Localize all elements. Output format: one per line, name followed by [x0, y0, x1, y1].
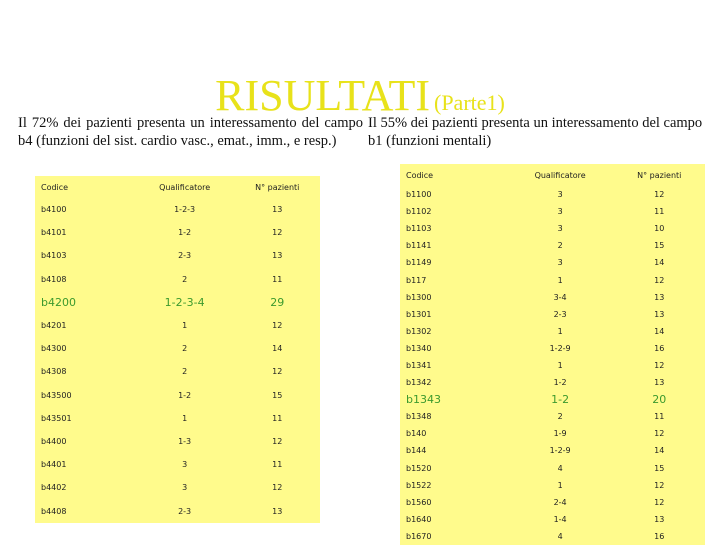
- caption-left: Il 72% dei pazienti presenta un interessamento del campo b4 (funzioni del sist. cardio vasc., emat., imm., e resp.): [18, 115, 363, 149]
- cell-n-pazienti: 12: [272, 228, 283, 238]
- cell-qualificatore: 1-2-3: [174, 205, 196, 215]
- cell-qualificatore: 2: [182, 367, 188, 377]
- b1-results-table: [400, 164, 705, 545]
- cell-qualificatore: 3-4: [553, 292, 567, 302]
- table-row: [400, 425, 705, 442]
- cell-qualificatore: 2-3: [178, 506, 192, 516]
- table-row: [35, 430, 320, 453]
- cell-n-pazienti: 14: [654, 258, 665, 268]
- table-row: [400, 528, 705, 545]
- table-row: [400, 442, 705, 459]
- cell-n-pazienti: 14: [654, 446, 665, 456]
- cell-codice: b4400: [41, 436, 67, 446]
- cell-codice: b4100: [41, 205, 67, 215]
- header-n-pazienti: N° pazienti: [637, 170, 682, 180]
- table-row: [400, 306, 705, 323]
- cell-qualificatore: 2-4: [553, 497, 567, 507]
- table-row: [400, 391, 705, 408]
- cell-qualificatore: 4: [557, 531, 563, 541]
- cell-qualificatore: 1-2: [553, 378, 567, 388]
- cell-n-pazienti: 13: [272, 251, 283, 261]
- table-row: [400, 323, 705, 340]
- table-row: [35, 499, 320, 522]
- cell-codice: b4108: [41, 274, 67, 284]
- cell-qualificatore: 1: [182, 413, 188, 423]
- table-row: [400, 374, 705, 391]
- cell-n-pazienti: 13: [272, 506, 283, 516]
- table-row: [35, 291, 320, 314]
- table-row: [400, 254, 705, 271]
- cell-n-pazienti: 11: [272, 460, 283, 470]
- cell-n-pazienti: 29: [270, 295, 285, 309]
- table-row: [400, 203, 705, 220]
- cell-codice: b1522: [406, 480, 432, 490]
- cell-n-pazienti: 15: [654, 463, 665, 473]
- cell-qualificatore: 1: [182, 321, 188, 331]
- cell-n-pazienti: 13: [654, 514, 665, 524]
- table-row: [400, 340, 705, 357]
- table-row: [35, 221, 320, 244]
- cell-codice: b1560: [406, 497, 432, 507]
- cell-n-pazienti: 11: [272, 413, 283, 423]
- table-header-row: [35, 176, 320, 198]
- cell-qualificatore: 2: [182, 274, 188, 284]
- cell-codice: b1520: [406, 463, 432, 473]
- cell-qualificatore: 2: [557, 412, 563, 422]
- cell-qualificatore: 3: [182, 460, 188, 470]
- header-qualificatore: Qualificatore: [159, 182, 211, 192]
- cell-codice: b43500: [41, 390, 72, 400]
- table-row: [35, 453, 320, 476]
- cell-qualificatore: 1: [557, 360, 563, 370]
- table-row: [400, 477, 705, 494]
- table-header-row: [400, 164, 705, 186]
- cell-codice: b4101: [41, 228, 67, 238]
- cell-qualificatore: 2-3: [178, 251, 192, 261]
- cell-codice: b117: [406, 275, 427, 285]
- table-row: [400, 186, 705, 203]
- cell-n-pazienti: 11: [654, 207, 665, 217]
- header-codice: Codice: [406, 170, 434, 180]
- table-row: [400, 460, 705, 477]
- cell-qualificatore: 2-3: [553, 309, 567, 319]
- header-n-pazienti: N° pazienti: [255, 182, 300, 192]
- cell-qualificatore: 3: [182, 483, 188, 493]
- cell-codice: b1301: [406, 309, 432, 319]
- cell-n-pazienti: 12: [654, 190, 665, 200]
- cell-qualificatore: 1: [557, 275, 563, 285]
- table-row: [400, 220, 705, 237]
- header-codice: Codice: [41, 182, 69, 192]
- cell-qualificatore: 1-2: [551, 393, 570, 407]
- cell-n-pazienti: 12: [272, 321, 283, 331]
- cell-qualificatore: 1-2: [178, 228, 192, 238]
- cell-qualificatore: 1-2-3-4: [164, 295, 205, 309]
- cell-n-pazienti: 12: [654, 480, 665, 490]
- cell-qualificatore: 3: [557, 190, 563, 200]
- cell-n-pazienti: 15: [272, 390, 283, 400]
- cell-codice: b1302: [406, 326, 432, 336]
- table-row: [35, 476, 320, 499]
- table-row: [35, 314, 320, 337]
- cell-codice: b1103: [406, 224, 432, 234]
- cell-codice: b43501: [41, 413, 72, 423]
- cell-n-pazienti: 13: [654, 292, 665, 302]
- cell-codice: b1640: [406, 514, 432, 524]
- table-row: [400, 494, 705, 511]
- table-row: [400, 271, 705, 288]
- cell-qualificatore: 1-2-9: [549, 343, 571, 353]
- cell-codice: b4200: [41, 295, 76, 309]
- cell-n-pazienti: 11: [272, 274, 283, 284]
- cell-qualificatore: 1-4: [553, 514, 567, 524]
- cell-qualificatore: 1-2-9: [549, 446, 571, 456]
- cell-codice: b1343: [406, 393, 441, 407]
- cell-codice: b1141: [406, 241, 432, 251]
- table-row: [35, 360, 320, 383]
- table-row: [35, 244, 320, 267]
- cell-n-pazienti: 12: [654, 429, 665, 439]
- cell-codice: b4402: [41, 483, 67, 493]
- cell-qualificatore: 2: [182, 344, 188, 354]
- cell-n-pazienti: 12: [654, 497, 665, 507]
- cell-codice: b4300: [41, 344, 67, 354]
- cell-n-pazienti: 12: [272, 367, 283, 377]
- table-row: [35, 407, 320, 430]
- cell-n-pazienti: 14: [654, 326, 665, 336]
- page-title: [0, 71, 720, 120]
- cell-codice: b4408: [41, 506, 67, 516]
- b1-table-body: [400, 186, 705, 545]
- cell-n-pazienti: 11: [654, 412, 665, 422]
- table-row: [35, 198, 320, 221]
- cell-codice: b1340: [406, 343, 432, 353]
- cell-codice: b1149: [406, 258, 432, 268]
- cell-n-pazienti: 12: [654, 275, 665, 285]
- cell-qualificatore: 1: [557, 480, 563, 490]
- cell-codice: b1100: [406, 190, 432, 200]
- table-row: [35, 384, 320, 407]
- cell-codice: b4201: [41, 321, 67, 331]
- cell-n-pazienti: 12: [272, 483, 283, 493]
- table-row: [35, 268, 320, 291]
- table-row: [400, 237, 705, 254]
- cell-qualificatore: 2: [557, 241, 563, 251]
- cell-n-pazienti: 10: [654, 224, 665, 234]
- cell-qualificatore: 1: [557, 326, 563, 336]
- cell-codice: b4401: [41, 460, 67, 470]
- title-main: RISULTATI: [215, 71, 430, 120]
- b4-table-body: [35, 198, 320, 523]
- b4-results-table: [35, 176, 320, 523]
- cell-n-pazienti: 13: [272, 205, 283, 215]
- cell-codice: b1342: [406, 378, 432, 388]
- table-row: [400, 511, 705, 528]
- cell-n-pazienti: 12: [654, 360, 665, 370]
- cell-codice: b1102: [406, 207, 432, 217]
- cell-codice: b1348: [406, 412, 432, 422]
- cell-n-pazienti: 16: [654, 531, 665, 541]
- cell-qualificatore: 1-9: [553, 429, 567, 439]
- header-qualificatore: Qualificatore: [534, 170, 586, 180]
- title-sub: (Parte1): [434, 90, 505, 115]
- cell-qualificatore: 4: [557, 463, 563, 473]
- cell-n-pazienti: 20: [652, 393, 667, 407]
- table-row: [400, 289, 705, 306]
- cell-codice: b4103: [41, 251, 67, 261]
- table-row: [400, 357, 705, 374]
- cell-qualificatore: 1-2: [178, 390, 192, 400]
- cell-codice: b144: [406, 446, 427, 456]
- cell-n-pazienti: 12: [272, 436, 283, 446]
- table-row: [400, 408, 705, 425]
- cell-qualificatore: 3: [557, 258, 563, 268]
- cell-qualificatore: 1-3: [178, 436, 192, 446]
- cell-codice: b140: [406, 429, 427, 439]
- cell-qualificatore: 3: [557, 207, 563, 217]
- cell-codice: b1300: [406, 292, 432, 302]
- cell-n-pazienti: 15: [654, 241, 665, 251]
- cell-n-pazienti: 14: [272, 344, 283, 354]
- table-row: [35, 337, 320, 360]
- cell-codice: b4308: [41, 367, 67, 377]
- cell-codice: b1670: [406, 531, 432, 541]
- cell-qualificatore: 3: [557, 224, 563, 234]
- cell-n-pazienti: 16: [654, 343, 665, 353]
- caption-right: Il 55% dei pazienti presenta un interessamento del campo b1 (funzioni mentali): [368, 115, 703, 149]
- cell-n-pazienti: 13: [654, 309, 665, 319]
- cell-n-pazienti: 13: [654, 378, 665, 388]
- cell-codice: b1341: [406, 360, 432, 370]
